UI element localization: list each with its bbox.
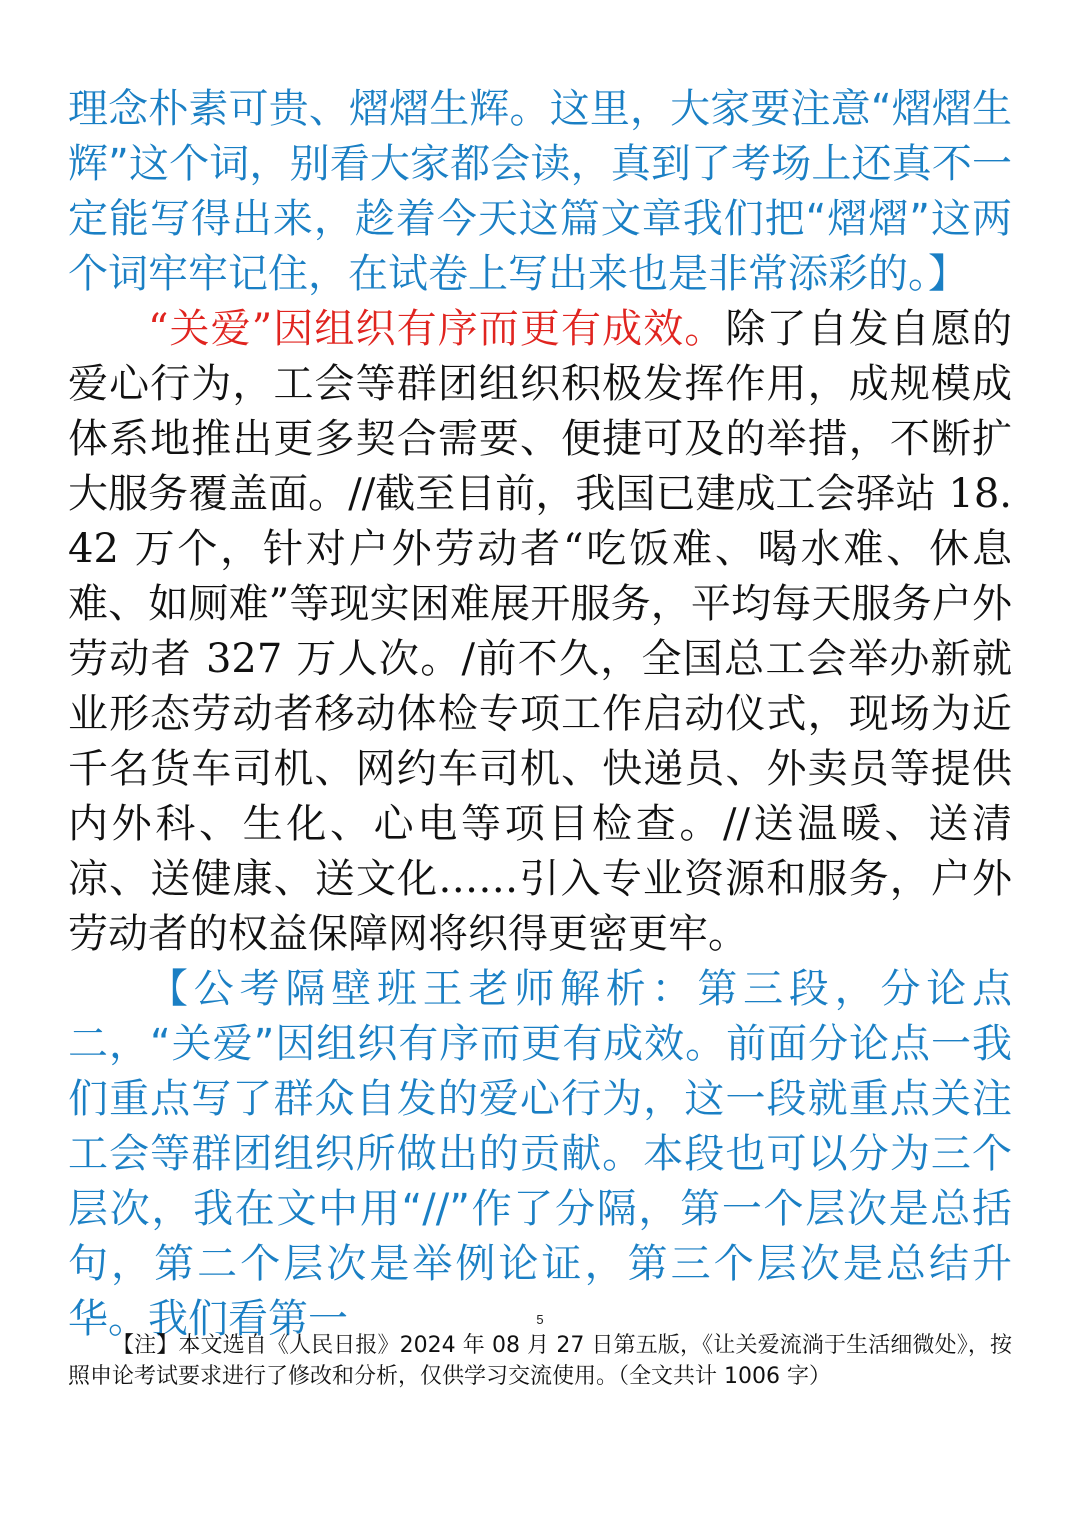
body-paragraph-point-two xyxy=(68,302,1012,962)
body-text xyxy=(68,302,1012,962)
analysis-text: 理念朴素可贵、熠熠生辉。这里，大家要注意“熠熠生辉”这个词，别看大家都会读，真到了考场上还真不一定能写得出来，趁着今天这篇文章我们把“熠熠”这两个词牢牢记住，在试卷上写出来也是非常添彩的。】 xyxy=(68,86,1012,297)
body-text-content: 除了自发自愿的爱心行为，工会等群团组织积极发挥作用，成规模成体系地推出更多契合需要、便捷可及的举措，不断扩大服务覆盖面。//截至目前，我国已建成工会驿站 18.42 万个，针对户外劳动者“吃饭难、喝水难、休息难、如厕难”等现实困难展开服务，平均每天服务户外劳动者 327 万人次。/前不久，全国总工会举办新就业形态劳动者移动体检专项工作启动仪式，现场为近千名货车司机、网约车司机、快递员、外卖员等提供内外科、生化、心电等项目检查。//送温暖、送清凉、送健康、送文化……引入专业资源和服务，户外劳动者的权益保障网将织得更密更牢。 xyxy=(68,306,1013,957)
analysis-paragraph-point-two xyxy=(68,962,1012,1347)
analysis-text: 【公考隔壁班王老师解析：第三段，分论点二，“关爱”因组织有序而更有成效。前面分论点一我们重点写了群众自发的爱心行为，这一段就重点关注工会等群团组织所做出的贡献。本段也可以分为三个层次，我在文中用“//”作了分隔，第一个层次是总括句，第二个层次是举例论证，第三个层次是总结升华。我们看第一 xyxy=(68,966,1012,1342)
analysis-paragraph-continued xyxy=(68,82,1012,302)
footer-note: 【注】本文选自《人民日报》2024 年 08 月 27 日第五版，《让关爱流淌于生活细微处》，按照申论考试要求进行了修改和分析，仅供学习交流使用。（全文共计 1006 字） xyxy=(68,1333,1012,1389)
page-number: 5 xyxy=(536,1312,544,1327)
section-heading: “关爱”因组织有序而更有成效。 xyxy=(148,306,726,352)
